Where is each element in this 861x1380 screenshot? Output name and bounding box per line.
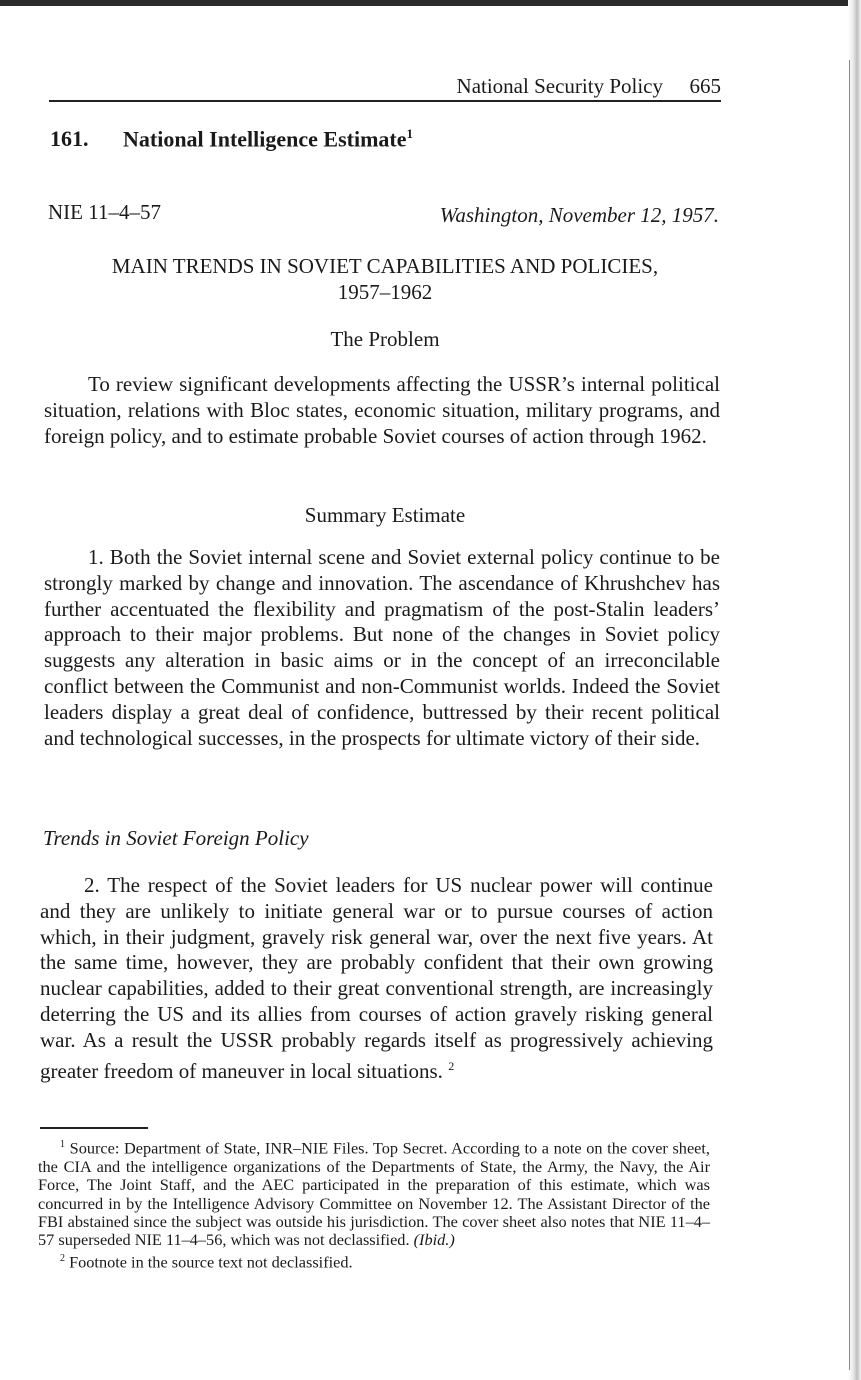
problem-heading: The Problem [330,327,440,351]
document-number: 161. [50,126,89,151]
footnote-1-text: Source: Department of State, INR–NIE Files. Top Secret. According to a note on the cover sheet, the CIA and the intelligence organizations of the Departments of State, the Army, the Navy, the Air Force, The Joint Staff, and the AEC participated in the preparation of this estimate, which was concurred in by the Intelligence Advisory Committee on November 12. The Assistant Director of the FBI abstained since the subject was outside his jurisdiction. The cover sheet also notes that NIE 11–4–57 superseded NIE 11–4–56, which was not declassified. [38,1138,710,1250]
footnote-2-mark: 2 [60,1252,65,1264]
trends-paragraph-2 [40,873,713,1084]
nie-number: NIE 11–4–57 [48,200,161,224]
footnote-ref-2: 2 [448,1058,455,1073]
dateline: Washington, November 12, 1957. [439,203,719,227]
summary-heading: Summary Estimate [304,503,466,527]
document-title [123,126,413,152]
main-title-line1: MAIN TRENDS IN SOVIET CAPABILITIES AND POLICIES, [111,254,659,278]
trends-paragraph-2-text: 2. The respect of the Soviet leaders for US nuclear power will continue and they are unlikely to initiate general war or to pursue courses of action which, in their judgment, gravely risk general war, over the next five years. At the same time, however, they are probably confident that their own growing nuclear capabilities, added to their great conventional strength, are increasingly deterring the US and its allies from courses of action gravely risking general war. As a result the USSR probably regards itself as progressively achieving greater freedom of maneuver in local situations. [40,873,713,1083]
page-number: 665 [689,74,721,98]
problem-paragraph: To review significant developments affecting the USSR’s internal political situation, relations with Bloc states, economic situation, military programs, and foreign policy, and to estimate probable Soviet courses of action through 1962. [44,372,720,448]
footnote-1 [38,1136,710,1250]
footnotes [38,1136,710,1272]
running-head [49,74,721,102]
trends-heading: Trends in Soviet Foreign Policy [43,826,309,850]
footnote-1-mark: 1 [60,1139,65,1150]
page-binding-line [849,60,850,1370]
footnote-2-text: Footnote in the source text not declassified. [69,1252,353,1272]
document-title-text: National Intelligence Estimate [123,126,407,152]
scan-top-edge [0,0,861,6]
main-title-line2: 1957–1962 [337,280,433,304]
footnote-2 [38,1250,710,1272]
footnote-rule [40,1127,148,1129]
summary-paragraph-1: 1. Both the Soviet internal scene and Soviet external policy continue to be strongly marked by change and innovation. The ascendance of Khrushchev has further accentuated the flexibility and pragmatism of the post-Stalin leaders’ approach to their major problems. But none of the changes in Soviet policy suggests any alteration in basic aims or in the concept of an irreconcilable conflict between the Communist and non-Communist worlds. Indeed the Soviet leaders display a great deal of confidence, buttressed by their recent political and technological successes, in the prospects for ultimate victory of their side. [44,545,720,750]
main-title [49,253,721,305]
footnote-1-citation: (Ibid.) [413,1230,455,1250]
footnote-ref-1: 1 [406,126,414,141]
running-head-title: National Security Policy [456,74,663,98]
